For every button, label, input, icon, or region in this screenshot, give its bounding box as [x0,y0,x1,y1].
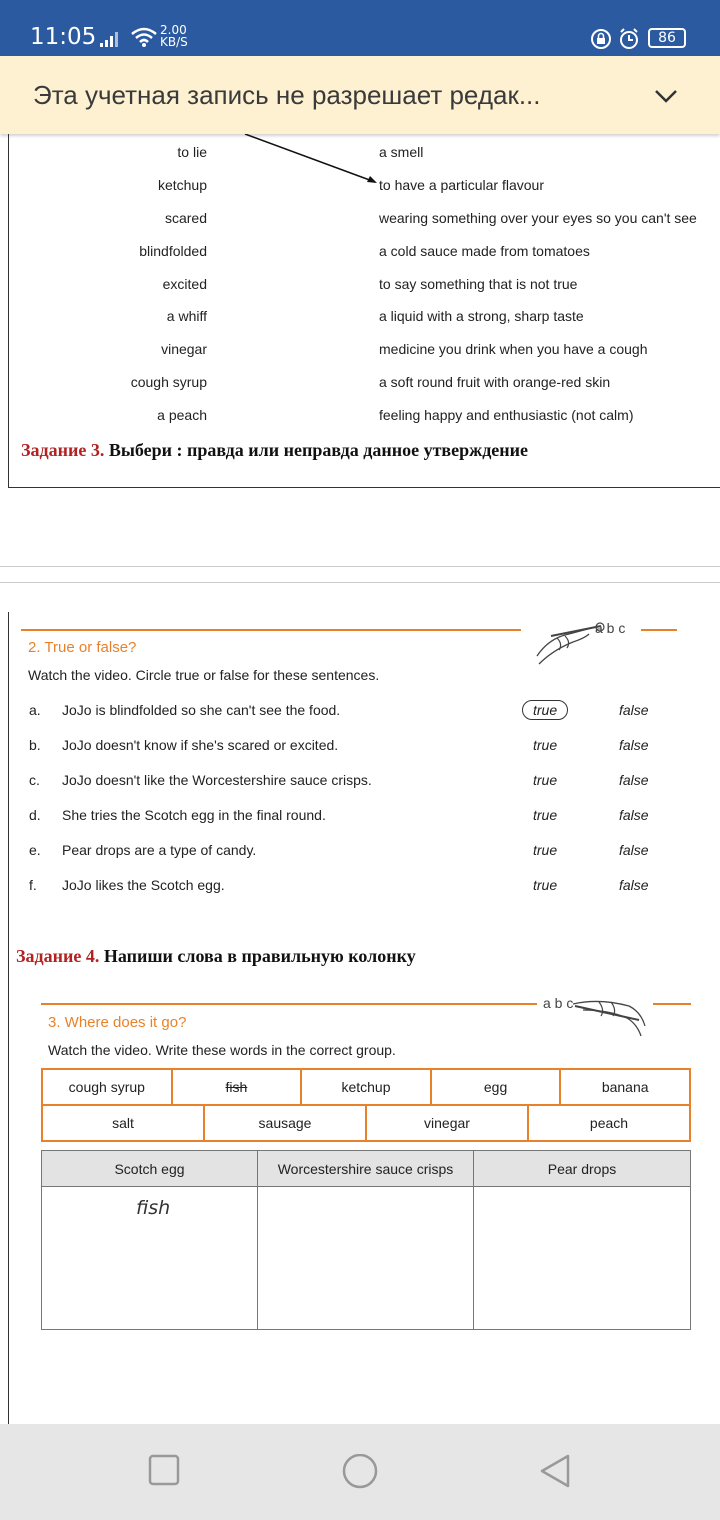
task-4-text: Напиши слова в правильную колонку [103,946,416,966]
match-definition: a cold sauce made from tomatoes [379,243,590,259]
home-icon[interactable] [341,1454,379,1492]
chevron-down-icon[interactable] [652,82,680,110]
readonly-banner[interactable] [0,56,720,134]
match-definition: a smell [379,144,424,160]
section-rule [41,1003,537,1005]
tf-letter: a. [29,702,41,718]
word-bank-row-2 [41,1104,691,1142]
alarm-icon [618,28,640,50]
tf-letter: d. [29,807,41,823]
tf-sentence: Pear drops are a type of candy. [62,842,257,858]
tf-sentence: JoJo is blindfolded so she can't see the food. [62,702,341,718]
tf-true-option[interactable]: true [533,772,558,788]
tf-true-option[interactable]: true [533,737,558,753]
word-bank-item: egg [432,1070,562,1104]
tf-letter: c. [29,772,40,788]
tf-letter: b. [29,737,41,753]
tf-false-option[interactable]: false [619,702,649,718]
match-word: excited [162,276,207,292]
tf-sentence: She tries the Scotch egg in the final round. [62,807,326,823]
wifi-icon [130,26,158,48]
back-icon[interactable] [538,1454,572,1490]
section-rule [641,629,677,631]
true-false-title: 2. True or false? [28,639,137,656]
tf-row [29,702,689,722]
page-divider [0,582,720,583]
lock-icon [590,28,612,50]
word-bank-item: vinegar [367,1106,529,1140]
match-definition: feeling happy and enthusiastic (not calm) [379,407,634,423]
tf-row [29,842,689,862]
true-false-instruction: Watch the video. Circle true or false for these sentences. [28,667,380,683]
where-goes-instruction: Watch the video. Write these words in the correct group. [48,1042,396,1058]
task-3-heading [21,440,528,461]
match-definition: to say something that is not true [379,276,578,292]
tf-letter: e. [29,842,41,858]
word-bank-item: ketchup [302,1070,432,1104]
tf-true-option[interactable]: true [533,807,558,823]
word-bank-item: salt [43,1106,205,1140]
match-word: ketchup [157,177,207,193]
tf-row [29,877,689,897]
banner-message: Эта учетная запись не разрешает редак... [33,80,541,110]
tf-sentence: JoJo doesn't know if she's scared or excited. [62,737,339,753]
battery-icon: 86 [648,28,686,48]
match-word: scared [164,210,207,226]
tf-sentence: JoJo doesn't like the Worcestershire sauce crisps. [62,772,372,788]
group-header: Scotch egg [42,1151,257,1187]
group-column [474,1151,690,1329]
word-bank-row-1 [41,1068,691,1106]
match-definition: to have a particular flavour [379,177,544,193]
word-bank-item: peach [589,1115,629,1131]
match-word: a whiff [166,308,207,324]
tf-false-option[interactable]: false [619,737,649,753]
match-word: vinegar [161,341,207,357]
group-header: Pear drops [474,1151,690,1187]
group-column [258,1151,474,1329]
section-rule [653,1003,691,1005]
tf-row [29,807,689,827]
navigation-bar [0,1424,720,1520]
task-3-text: Выбери : правда или неправда данное утверждение [108,440,529,460]
word-bank-item: cough syrup [43,1070,173,1104]
tf-false-option[interactable]: false [619,807,649,823]
status-bar [0,0,720,56]
document-page-2 [8,612,720,1424]
network-speed-unit: KB/S [160,35,188,49]
tf-letter: f. [29,877,37,893]
match-definition: a liquid with a strong, sharp taste [379,308,584,324]
match-definition: wearing something over your eyes so you can't see [379,210,697,226]
tf-row [29,772,689,792]
tf-false-option[interactable]: false [619,877,649,893]
word-bank-item: fish [173,1070,303,1104]
task-4-heading [16,946,416,967]
task-4-number: Задание 4. [16,946,100,966]
tf-true-option[interactable]: true [522,700,568,720]
word-bank-item: sausage [205,1106,367,1140]
tf-sentence: JoJo likes the Scotch egg. [62,877,225,893]
tf-true-option[interactable]: true [533,877,558,893]
status-time: 11:05 [30,24,97,50]
task-3-number: Задание 3. [21,440,105,460]
match-word: blindfolded [139,243,207,259]
group-header: Worcestershire sauce crisps [258,1151,473,1187]
match-definition: a soft round fruit with orange-red skin [379,374,611,390]
signal-icon [100,30,124,48]
tf-row [29,737,689,757]
group-column [42,1151,258,1329]
network-speed-value: 2.00 [160,23,187,37]
group-table [41,1150,691,1330]
match-word: to lie [177,144,207,160]
handwritten-answer: fish [136,1197,171,1219]
where-goes-title: 3. Where does it go? [48,1014,187,1031]
match-definition: medicine you drink when you have a cough [379,341,648,357]
abc-label: a b c [543,995,574,1011]
match-word: cough syrup [130,374,207,390]
page-divider [0,566,720,567]
writing-hand-icon [569,990,653,1042]
document-page-1 [8,134,720,488]
abc-label: a b c [595,620,626,636]
section-rule [21,629,521,631]
recent-apps-icon[interactable] [148,1454,180,1486]
word-bank-item: banana [601,1079,649,1095]
tf-false-option[interactable]: false [619,772,649,788]
match-word: a peach [157,407,207,423]
tf-true-option[interactable]: true [533,842,558,858]
tf-false-option[interactable]: false [619,842,649,858]
network-speed [160,24,188,48]
